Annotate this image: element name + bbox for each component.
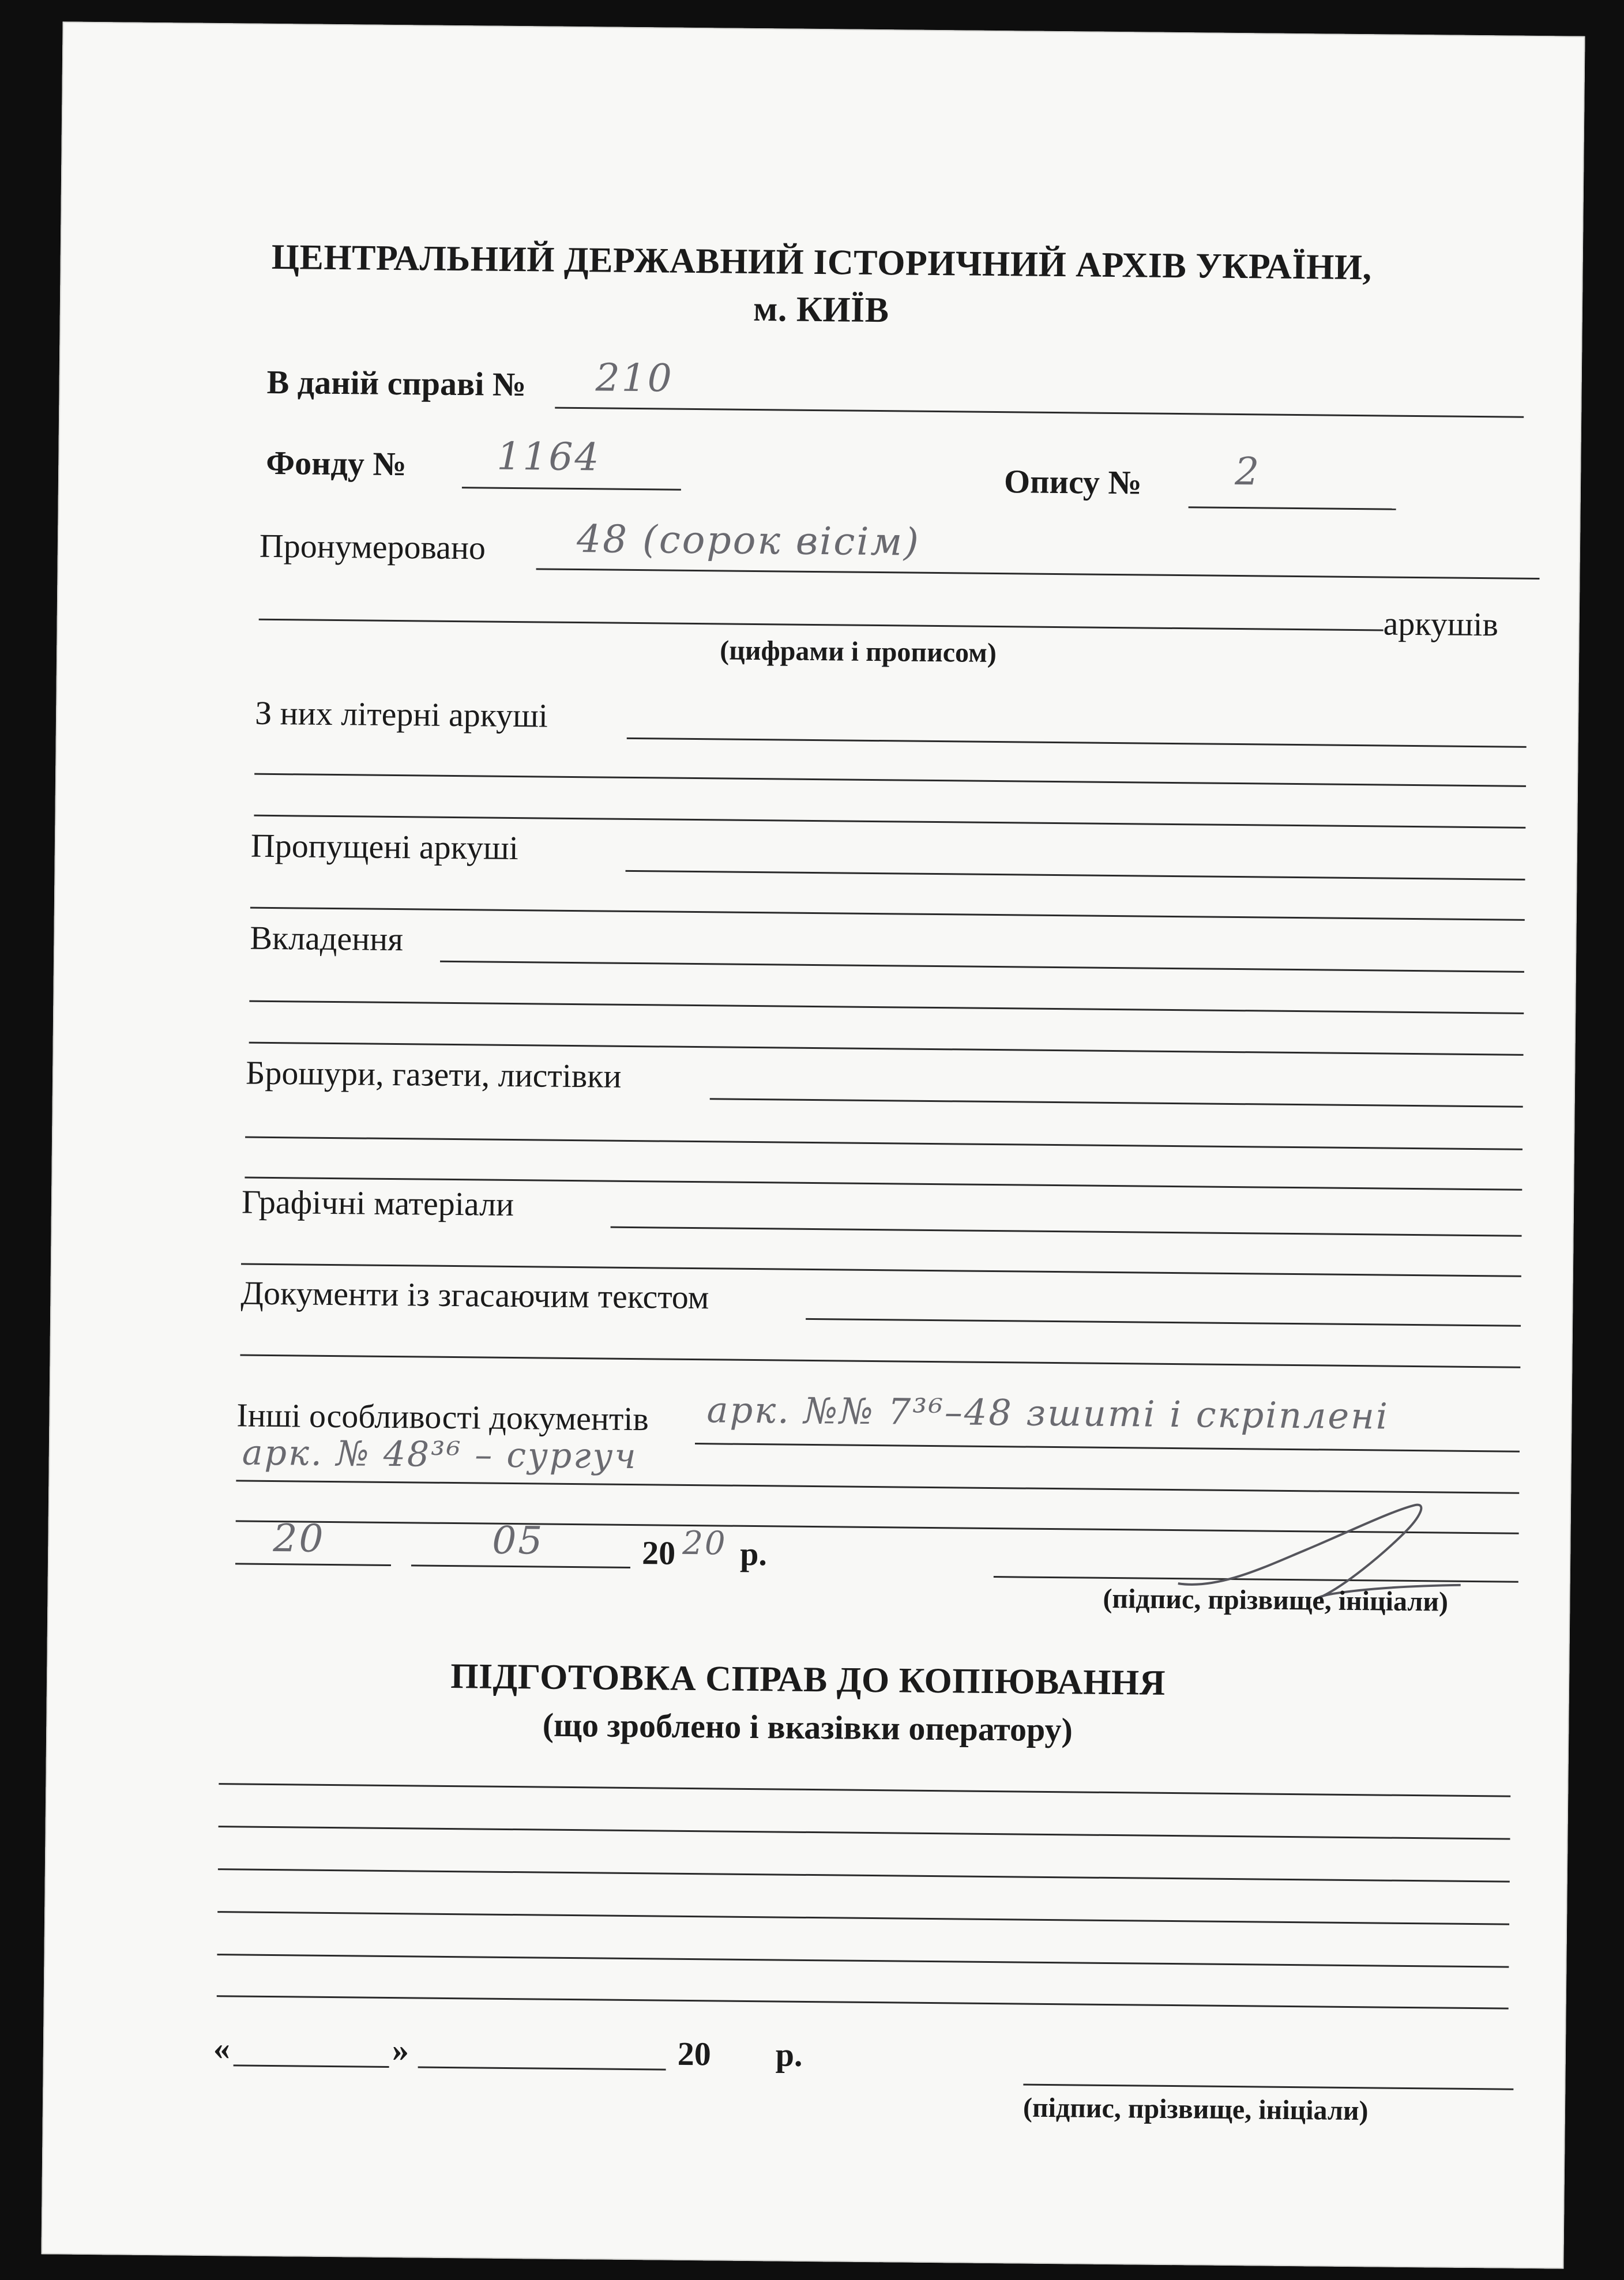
section2-line-4	[217, 1911, 1509, 1925]
numbered-label: Пронумеровано	[259, 526, 486, 567]
opys-label: Опису №	[1003, 462, 1142, 502]
numbered-value[interactable]: 48 (сорок вісім)	[576, 517, 921, 565]
date1-month[interactable]: 05	[492, 1518, 544, 1563]
other-features-line-1	[695, 1443, 1520, 1453]
date2-year-prefix: 20	[677, 2034, 712, 2073]
section2-line-6	[217, 1995, 1509, 2010]
faded-docs-line-1	[806, 1318, 1521, 1327]
signature2-line	[1023, 2084, 1513, 2090]
brochures-label: Брошури, газети, листівки	[245, 1054, 622, 1095]
numbered-hint: (цифрами і прописом)	[719, 635, 997, 669]
section2-title: ПІДГОТОВКА СПРАВ ДО КОПІЮВАННЯ	[450, 1657, 1166, 1703]
date2-day-line	[234, 2064, 389, 2068]
date1-year-hand[interactable]: 20	[682, 1524, 727, 1563]
date2-close-quote: »	[392, 2031, 409, 2069]
other-features-line-2	[236, 1480, 1519, 1493]
case-number-label: В даній справі №	[266, 363, 527, 404]
attachments-label: Вкладення	[250, 919, 404, 958]
numbered-line-2	[259, 619, 1384, 631]
missing-sheets-line-1	[626, 870, 1525, 881]
section2-line-1	[219, 1783, 1510, 1797]
other-features-value-1[interactable]: арк. №№ 7³⁶–48 зшиті і скріплені	[706, 1389, 1390, 1438]
date2-suffix: р.	[775, 2036, 803, 2074]
archive-form-sheet	[41, 21, 1585, 2268]
attachments-line-2	[249, 1000, 1524, 1014]
attachments-line-3	[249, 1042, 1524, 1056]
date1-year-prefix: 20	[641, 1534, 676, 1572]
attachments-line-1	[440, 961, 1524, 973]
signature1-caption: (підпис, прізвище, ініціали)	[1103, 1583, 1449, 1617]
letter-sheets-line-3	[254, 815, 1525, 829]
section2-line-5	[217, 1954, 1509, 1968]
date1-month-line	[411, 1564, 630, 1568]
fond-label: Фонду №	[266, 443, 407, 483]
case-number-line	[555, 407, 1524, 418]
section2-line-2	[219, 1826, 1510, 1840]
other-features-label: Інші особливості документів	[236, 1396, 649, 1438]
date2-open-quote: «	[213, 2029, 231, 2067]
faded-docs-line-2	[240, 1354, 1520, 1368]
case-number-value[interactable]: 210	[595, 355, 674, 401]
letter-sheets-line-2	[254, 773, 1526, 787]
section2-subtitle: (що зроблено і вказівки оператору)	[542, 1706, 1073, 1749]
date1-suffix: р.	[739, 1534, 768, 1573]
date1-day-line	[235, 1563, 391, 1566]
brochures-line-1	[710, 1098, 1523, 1108]
date1-day[interactable]: 20	[273, 1516, 325, 1561]
fond-line	[462, 487, 681, 491]
fond-value[interactable]: 1164	[497, 434, 601, 480]
opys-value[interactable]: 2	[1234, 449, 1261, 494]
date2-month-line	[418, 2066, 666, 2070]
numbered-line-1	[536, 568, 1540, 580]
section2-line-3	[218, 1868, 1510, 1883]
faded-docs-label: Документи із згасаючим текстом	[240, 1274, 709, 1316]
numbered-unit: аркушів	[1383, 604, 1499, 644]
graphics-label: Графічні матеріали	[241, 1183, 514, 1224]
missing-sheets-line-2	[250, 907, 1525, 921]
letter-sheets-label: З них літерні аркуші	[254, 694, 548, 735]
graphics-line-1	[611, 1226, 1522, 1237]
archive-city: м. КИЇВ	[753, 289, 889, 330]
other-features-value-2[interactable]: арк. № 48³⁶ – сургуч	[242, 1432, 638, 1477]
letter-sheets-line-1	[627, 738, 1527, 748]
brochures-line-2	[245, 1137, 1522, 1150]
missing-sheets-label: Пропущені аркуші	[250, 826, 519, 867]
signature2-caption: (підпис, прізвище, ініціали)	[1022, 2092, 1369, 2127]
opys-line	[1189, 506, 1396, 510]
archive-title: ЦЕНТРАЛЬНИЙ ДЕРЖАВНИЙ ІСТОРИЧНИЙ АРХІВ УКРАЇНИ,	[271, 237, 1372, 288]
